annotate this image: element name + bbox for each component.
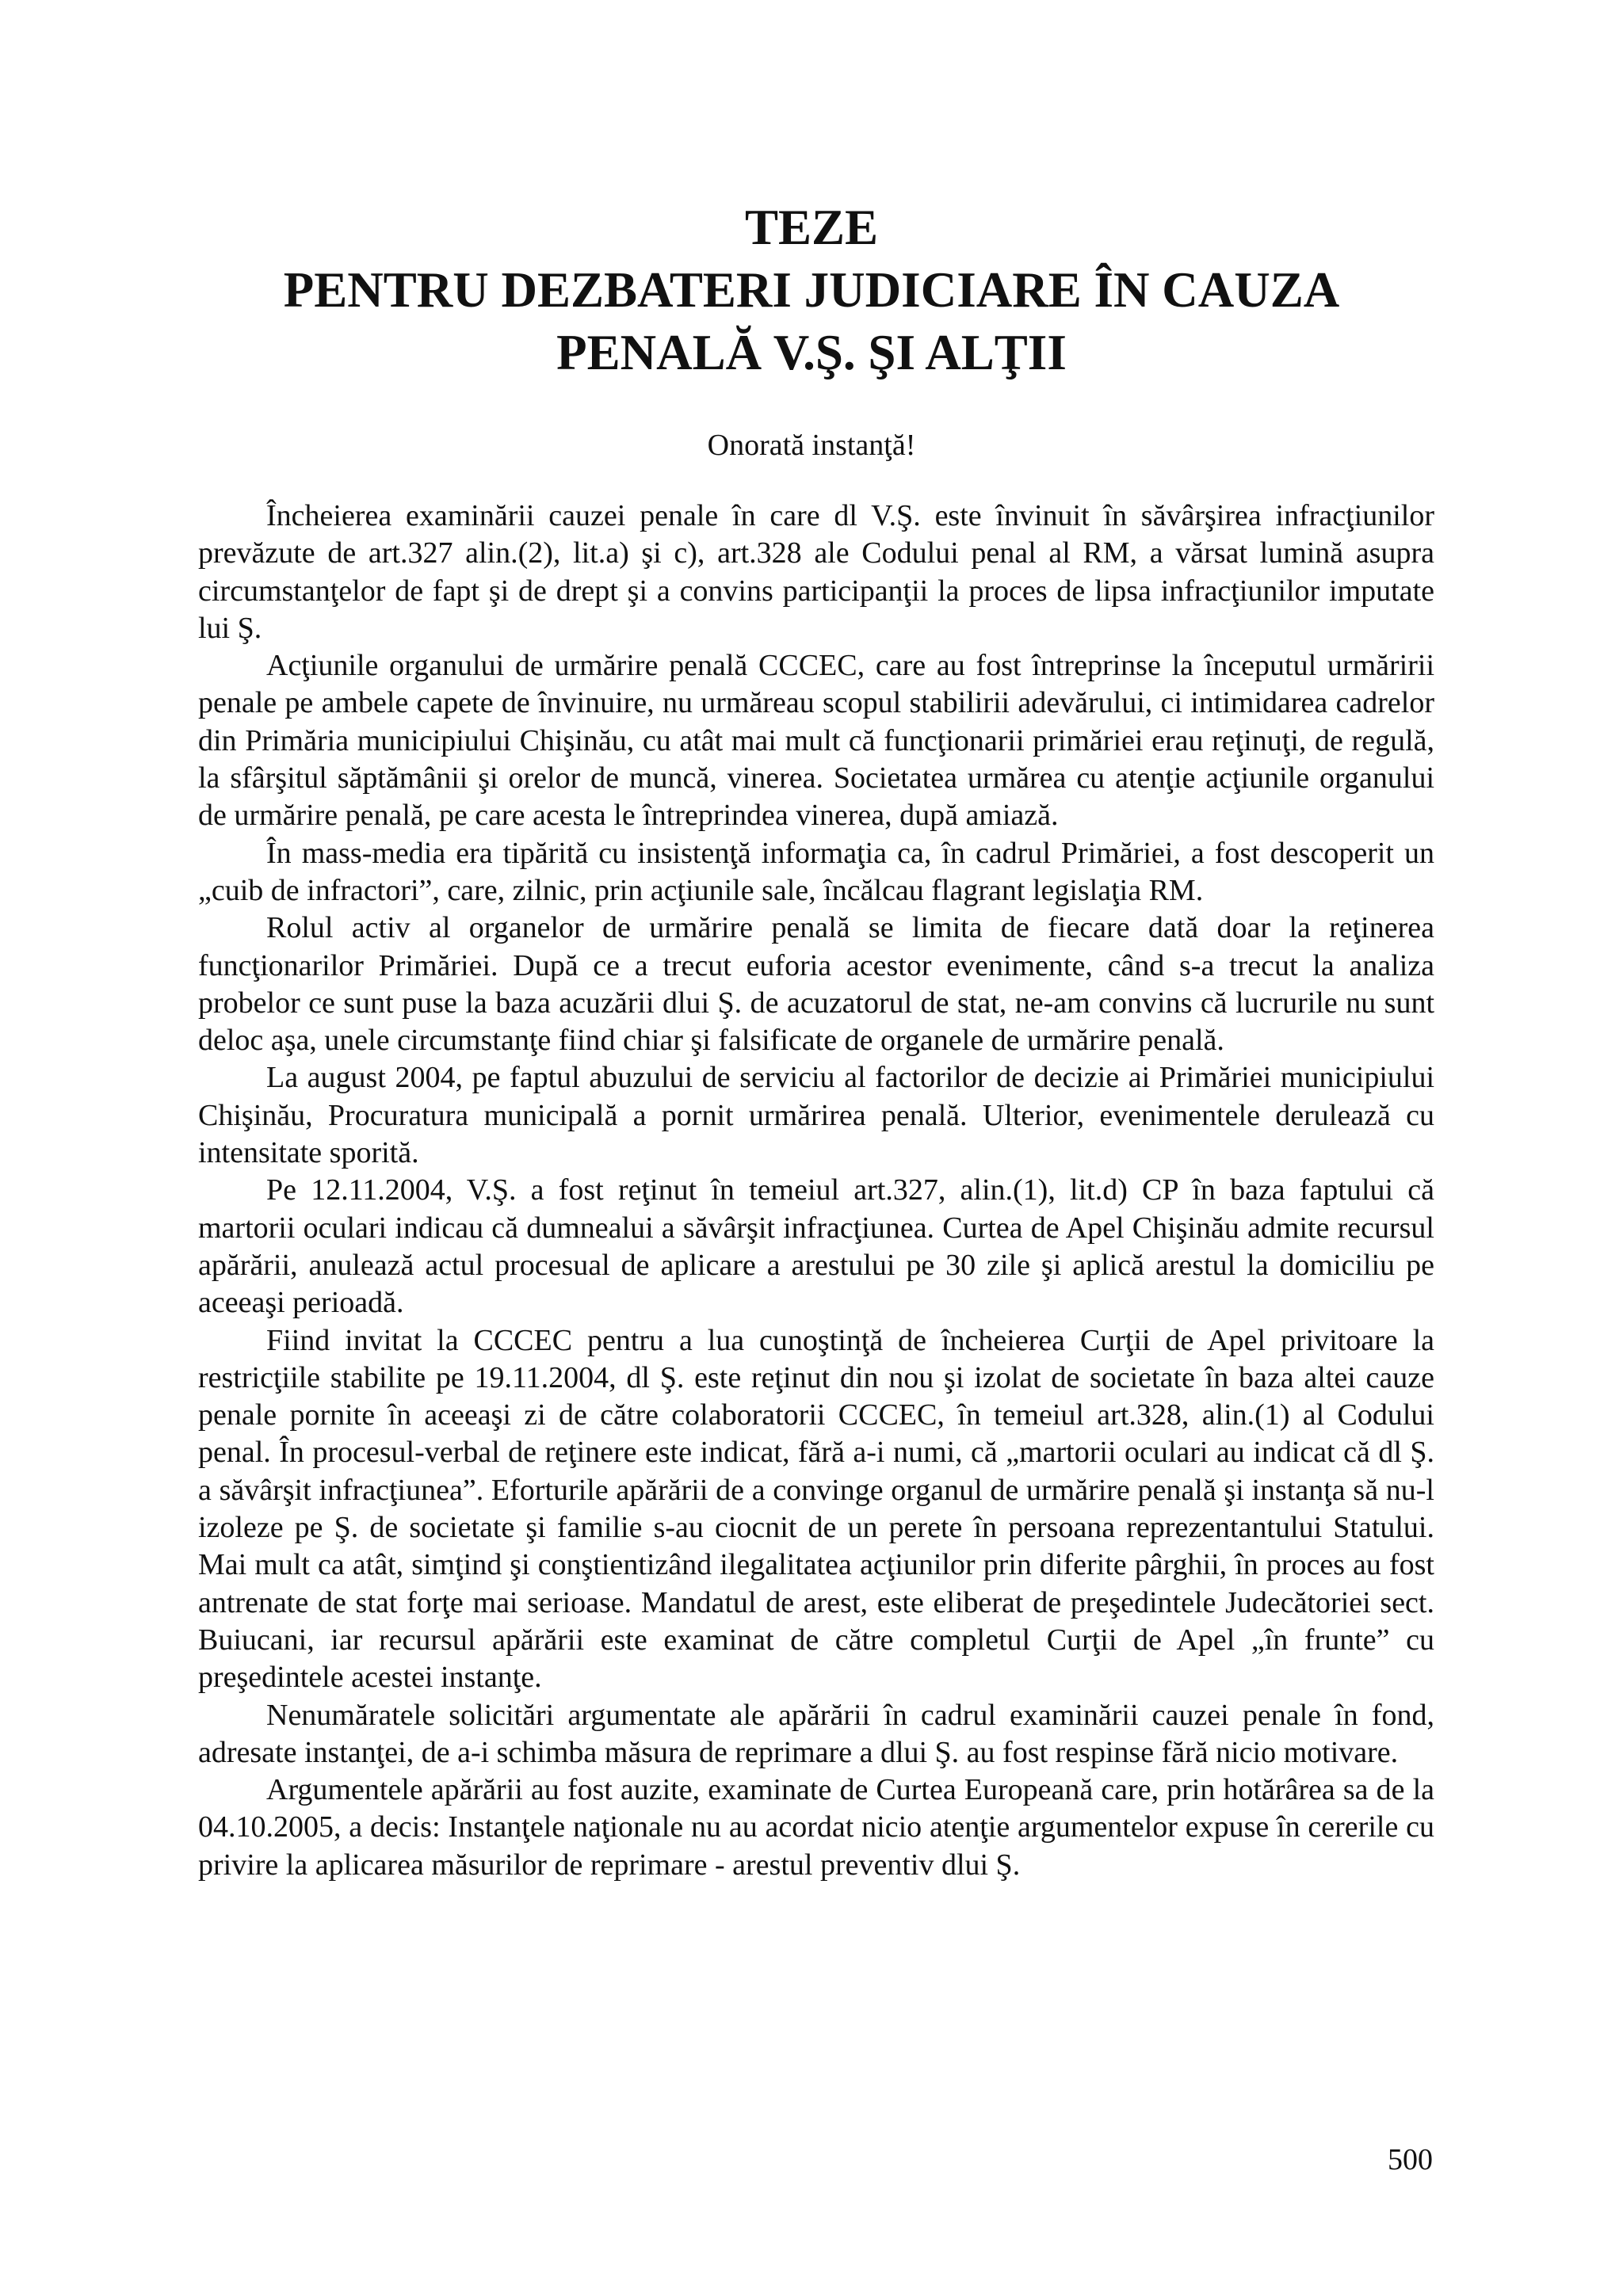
paragraph-6: Pe 12.11.2004, V.Ş. a fost reţinut în temeiul art.327, alin.(1), lit.d) CP în baza faptului că martorii oculari indicau că dumnealui a săvârşit infracţiunea. Curtea de Apel Chişinău admite recursul apărării, anulează actul procesual de aplicare a arestului pe 30 zile şi aplică arestul la domiciliu pe aceeaşi perioadă. [198,1173,1434,1320]
document-body [198,498,1434,1884]
title-line-3: PENALĂ V.Ş. ŞI ALŢII [556,325,1067,380]
paragraph-9: Argumentele apărării au fost auzite, examinate de Curtea Europeană care, prin hotărârea sa de la 04.10.2005, a decis: Instanţele naţionale nu au acordat nicio atenţie argumentelor expuse în cererile cu privire la aplicarea măsurilor de reprimare - arestul preventiv dlui Ş. [198,1773,1434,1882]
title-line-2: PENTRU DEZBATERI JUDICIARE ÎN CAUZA [283,262,1340,318]
paragraph-2: Acţiunile organului de urmărire penală CCCEC, care au fost întreprinse la începutul urmăririi penale pe ambele capete de învinuire, nu urmăreau scopul stabilirii adevărului, ci intimidarea cadrelor din Primăria municipiului Chişinău, cu atât mai mult că funcţionarii primăriei erau reţinuţi, de regulă, la sfârşitul săptămânii şi orelor de muncă, vinerea. Societatea urmărea cu atenţie acţiunile organului de urmărire penală, pe care acesta le întreprindea vinerea, după amiază. [198,649,1434,833]
page-number: 500 [1388,2143,1433,2176]
document-title [158,196,1465,384]
paragraph-3: În mass-media era tipărită cu insistenţă informaţia ca, în cadrul Primăriei, a fost descoperit un „cuib de infractori”, care, zilnic, prin acţiunile sale, încălcau flagrant legislaţia RM. [198,836,1434,907]
paragraph-8: Nenumăratele solicitări argumentate ale apărării în cadrul examinării cauzei penale în fond, adresate instanţei, de a-i schimba măsura de reprimare a dlui Ş. au fost respinse fără nicio motivare. [198,1698,1434,1769]
title-line-1: TEZE [744,200,879,255]
paragraph-1: Încheierea examinării cauzei penale în care dl V.Ş. este învinuit în săvârşirea infracţiunilor prevăzute de art.327 alin.(2), lit.a) şi c), art.328 ale Codului penal al RM, a vărsat lumină asupra circumstanţelor de fapt şi de drept şi a convins participanţii la proces de lipsa infracţiunilor imputate lui Ş. [198,499,1434,645]
paragraph-7: Fiind invitat la CCCEC pentru a lua cunoştinţă de încheierea Curţii de Apel privitoare la restricţiile stabilite pe 19.11.2004, dl Ş. este reţinut din nou şi izolat de societate în baza altei cauze penale pornite în aceeaşi zi de către colaboratorii CCCEC, în temeiul art.328, alin.(1) al Codului penal. În procesul-verbal de reţinere este indicat, fără a-i numi, că „martorii oculari au indicat că dl Ş. a săvârşit infracţiunea”. Eforturile apărării de a convinge organul de urmărire penală şi instanţa să nu-l izoleze pe Ş. de societate şi familie s-au ciocnit de un perete în persoana reprezentantului Statului. Mai mult ca atât, simţind şi conştientizând ilegalitatea acţiunilor prin diferite pârghii, în proces au fost antrenate de stat forţe mai serioase. Mandatul de arest, este eliberat de preşedintele Judecătoriei sect. Buiucani, iar recursul apărării este examinat de către completul Curţii de Apel „în frunte” cu preşedintele acestei instanţe. [198,1323,1434,1695]
salutation: Onorată instanţă! [707,429,916,462]
paragraph-5: La august 2004, pe faptul abuzului de serviciu al factorilor de decizie ai Primăriei municipiului Chişinău, Procuratura municipală a pornit urmărirea penală. Ulterior, evenimentele derulează cu intensitate sporită. [198,1061,1434,1170]
paragraph-4: Rolul activ al organelor de urmărire penală se limita de fiecare dată doar la reţinerea funcţionarilor Primăriei. După ce a trecut euforia acestor evenimente, când s-a trecut la analiza probelor ce sunt puse la baza acuzării dlui Ş. de acuzatorul de stat, ne-am convins că lucrurile nu sunt deloc aşa, unele circumstanţe fiind chiar şi falsificate de organele de urmărire penală. [198,911,1434,1058]
